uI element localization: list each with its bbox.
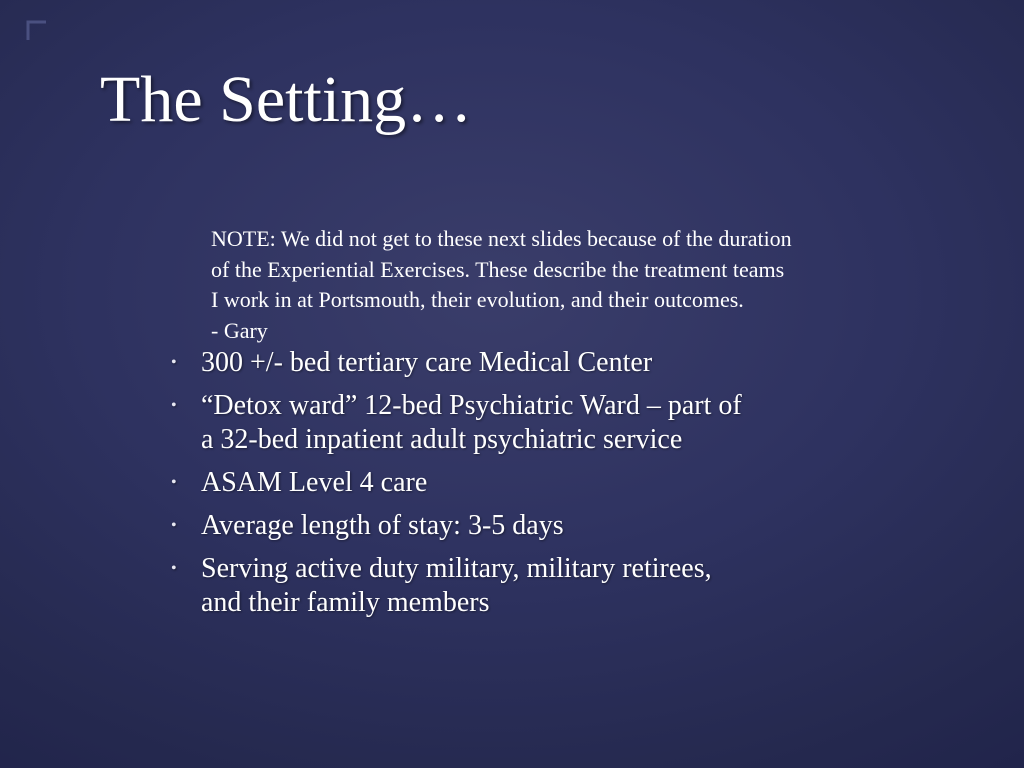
note-line: NOTE: We did not get to these next slides because of the duration [211, 226, 792, 251]
bullet-dot-icon: • [171, 397, 177, 414]
bullet-text: Average length of stay: 3-5 days [201, 510, 564, 541]
bullet-text: “Detox ward” 12-bed Psychiatric Ward – part of [201, 390, 742, 421]
bullet-item [165, 552, 945, 620]
bullet-item [165, 346, 945, 380]
note-line: I work in at Portsmouth, their evolution, and their outcomes. [211, 287, 744, 312]
note-line: of the Experiential Exercises. These describe the treatment teams [211, 256, 785, 282]
bullet-dot-icon: • [171, 560, 177, 577]
bullet-text: and their family members [201, 587, 490, 618]
bullet-dot-icon: • [171, 354, 177, 371]
bullet-dot-icon: • [171, 517, 177, 534]
bullet-dot-icon: • [171, 474, 177, 491]
bullet-text: Serving active duty military, military retirees, [201, 553, 712, 584]
bullet-item [165, 509, 945, 543]
bullet-text: a 32-bed inpatient adult psychiatric service [201, 424, 683, 455]
bullet-item [165, 389, 945, 457]
bullet-text: 300 +/- bed tertiary care Medical Center [201, 347, 653, 378]
bullet-list [165, 346, 945, 629]
note-line: - Gary [211, 317, 268, 343]
bullet-text: ASAM Level 4 care [201, 467, 428, 498]
corner-bracket-icon [26, 20, 48, 42]
bullet-item [165, 466, 945, 500]
presenter-note [211, 224, 991, 346]
slide-title: The Setting… [100, 63, 473, 136]
